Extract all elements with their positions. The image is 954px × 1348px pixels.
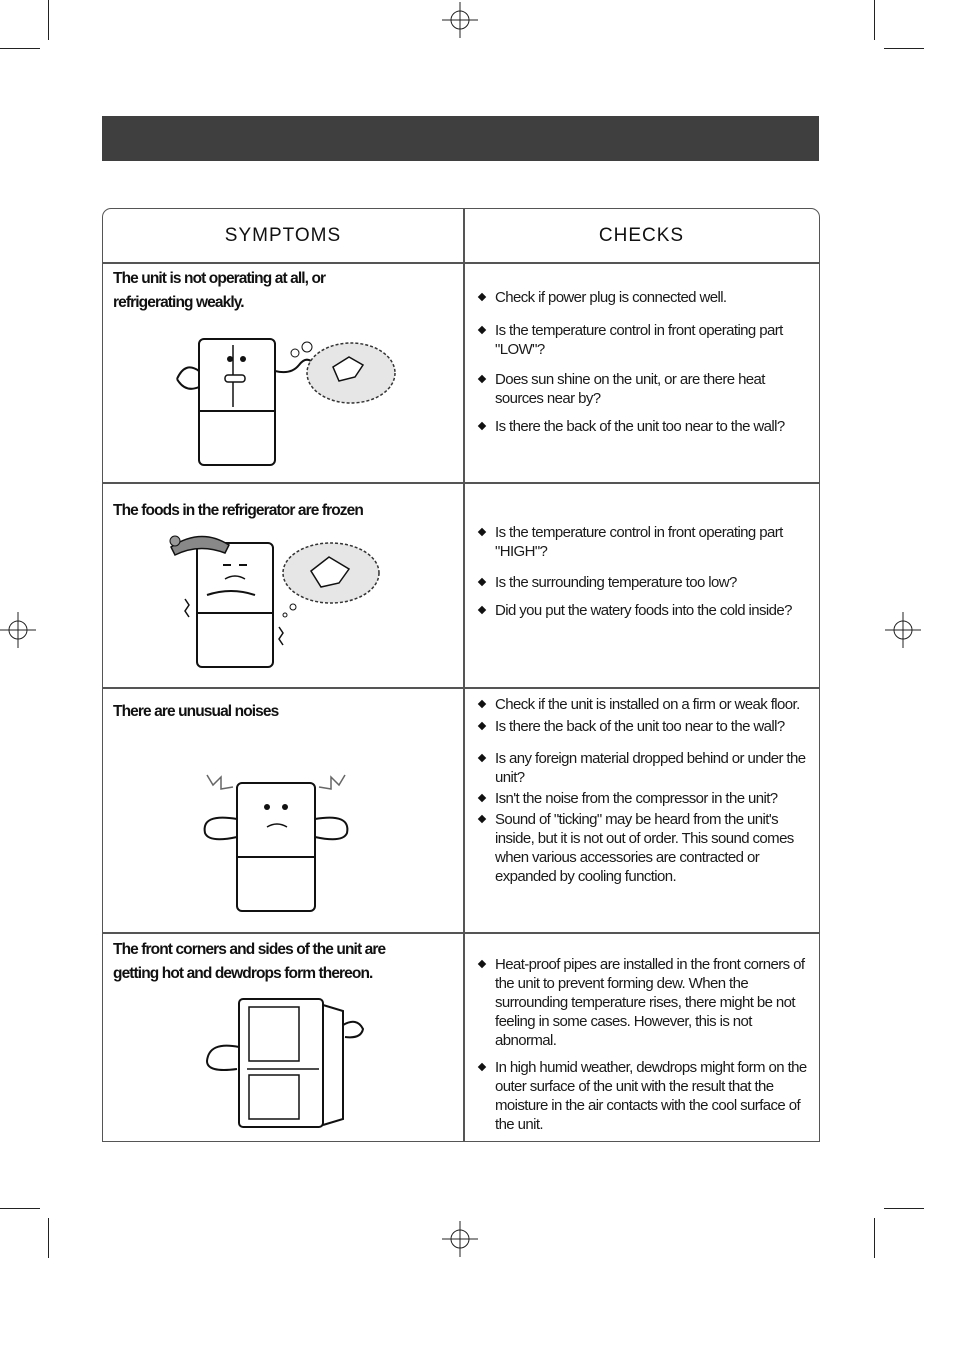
crop-mark: [874, 0, 875, 40]
check-item: Isn't the noise from the compressor in the unit?: [477, 789, 813, 808]
check-item: Is any foreign material dropped behind or under the unit?: [477, 749, 813, 787]
check-item: Did you put the watery foods into the cold inside?: [477, 601, 813, 620]
checks-list: [477, 288, 813, 436]
symptoms-column-header: SYMPTOMS: [224, 224, 342, 246]
symptom-text: The unit is not operating at all, or refrigerating weakly.: [113, 270, 326, 311]
refrigerator-open-icon: [199, 995, 369, 1131]
symptom-text: There are unusual noises: [113, 703, 279, 720]
checks-column-header: CHECKS: [598, 224, 685, 246]
registration-mark-icon: [885, 612, 921, 648]
registration-mark-icon: [442, 1221, 478, 1257]
section-title-bar: [102, 116, 819, 161]
refrigerator-sweating-icon: [163, 331, 403, 471]
registration-mark-icon: [442, 2, 478, 38]
check-item: Does sun shine on the unit, or are there heat sources near by?: [477, 370, 813, 408]
troubleshooting-table: [102, 208, 820, 1142]
checks-list: [477, 695, 813, 886]
crop-mark: [884, 48, 924, 49]
crop-mark: [884, 1208, 924, 1209]
row-divider: [103, 262, 819, 264]
crop-mark: [48, 0, 49, 40]
checks-list: [477, 523, 813, 620]
crop-mark: [0, 48, 40, 49]
column-divider: [463, 209, 465, 1141]
check-item: Check if power plug is connected well.: [477, 288, 813, 307]
registration-mark-icon: [0, 612, 36, 648]
check-item: Is the temperature control in front operating part "HIGH"?: [477, 523, 813, 561]
row-divider: [103, 687, 819, 689]
symptom-text: The front corners and sides of the unit are getting hot and dewdrops form thereon.: [113, 941, 386, 982]
check-item: Is the temperature control in front operating part "LOW"?: [477, 321, 813, 359]
check-item: Is there the back of the unit too near to the wall?: [477, 417, 813, 436]
check-item: In high humid weather, dewdrops might form on the outer surface of the unit with the result that the moisture in the air contacts with the cool surface of the unit.: [477, 1058, 813, 1134]
check-item: Heat-proof pipes are installed in the front corners of the unit to prevent forming dew. When the surrounding temperature rises, there might be not feeling in some cases. However, this is not abnormal.: [477, 955, 813, 1050]
check-item: Sound of "ticking" may be heard from the unit's inside, but it is not out of order. This sound comes when various accessories are contracted or expanded by cooling function.: [477, 810, 813, 886]
refrigerator-noise-icon: [195, 769, 365, 915]
checks-list: [477, 955, 813, 1134]
refrigerator-cold-icon: [167, 531, 387, 671]
row-divider: [103, 932, 819, 934]
check-item: Check if the unit is installed on a firm or weak floor.: [477, 695, 813, 714]
crop-mark: [874, 1218, 875, 1258]
crop-mark: [48, 1218, 49, 1258]
crop-mark: [0, 1208, 40, 1209]
row-divider: [103, 482, 819, 484]
check-item: Is there the back of the unit too near to the wall?: [477, 717, 813, 749]
check-item: Is the surrounding temperature too low?: [477, 573, 813, 592]
symptom-text: The foods in the refrigerator are frozen: [113, 502, 363, 519]
